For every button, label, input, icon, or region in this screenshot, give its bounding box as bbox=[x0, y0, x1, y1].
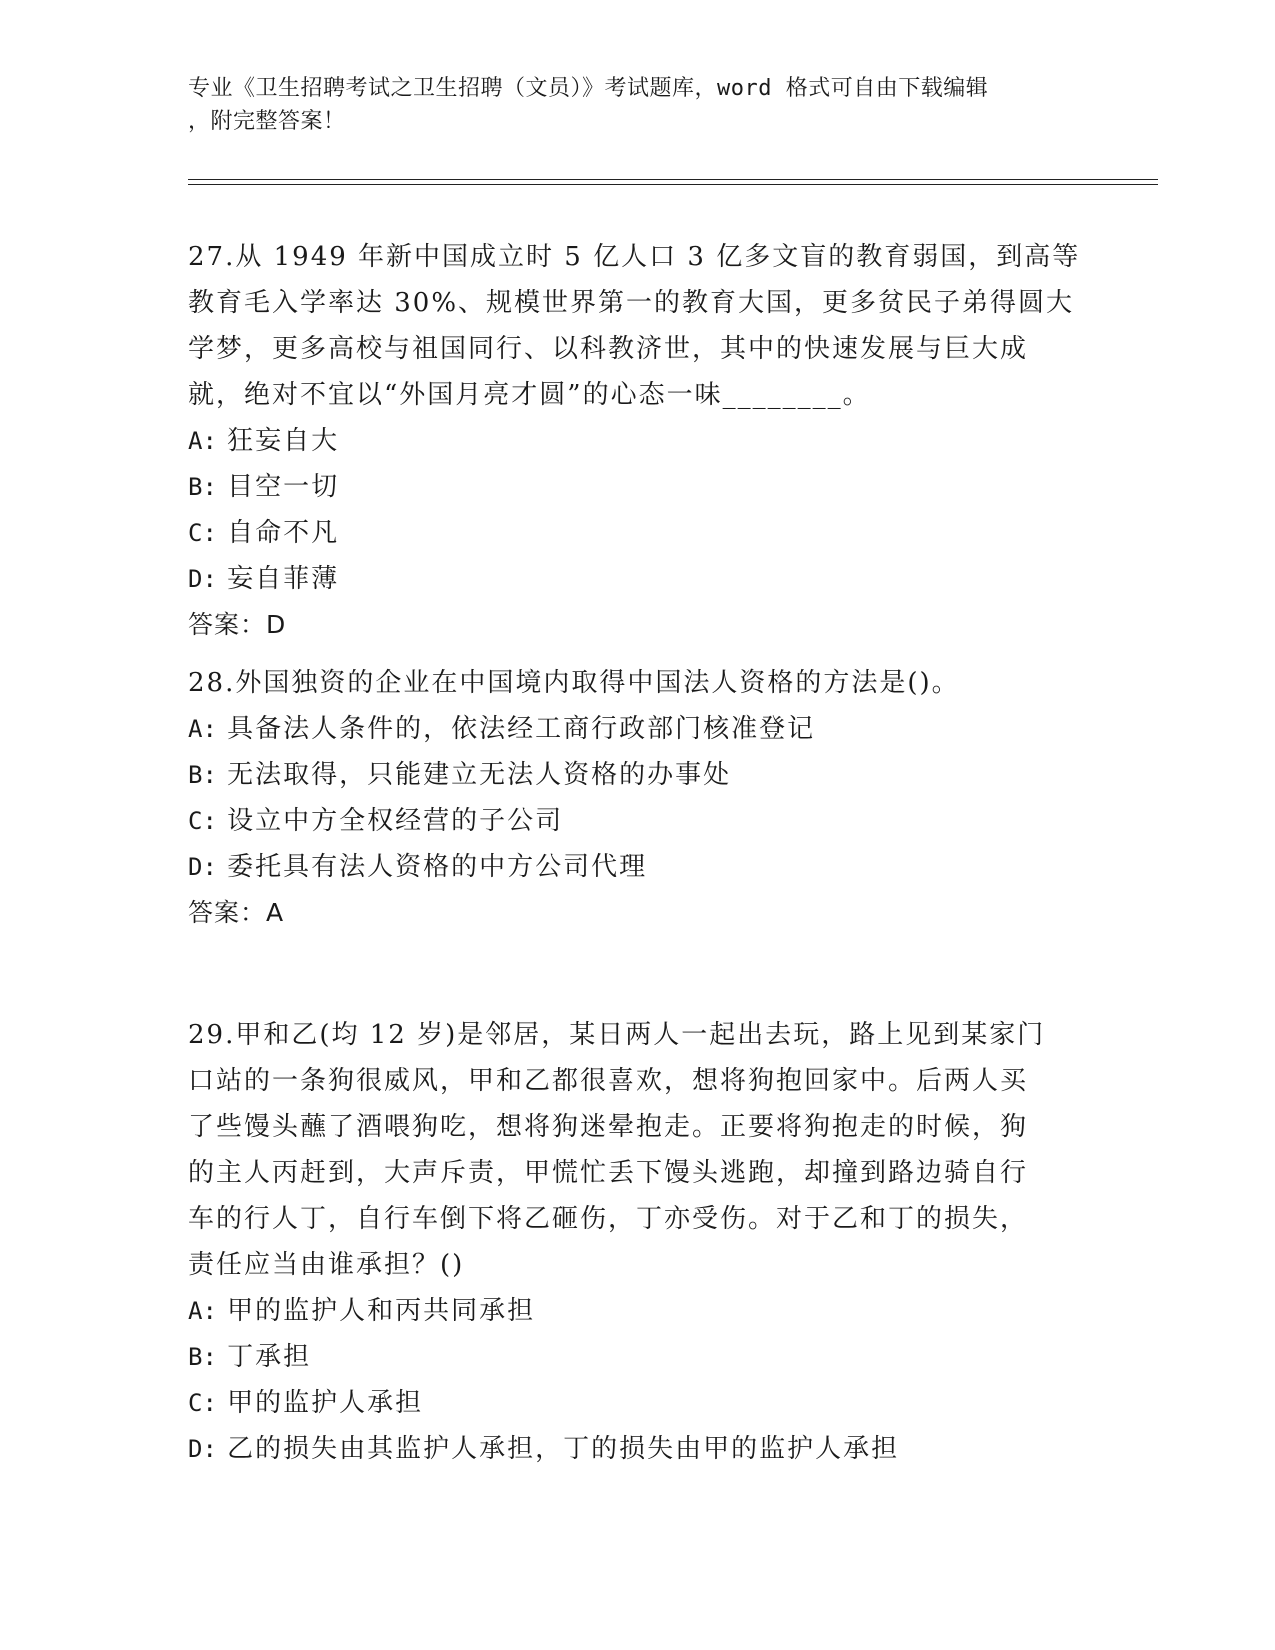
option-text: 目空一切 bbox=[227, 472, 340, 502]
option-text: 自命不凡 bbox=[227, 518, 340, 548]
stem-line: 就，绝对不宜以“外国月亮才圆”的心态一味________。 bbox=[188, 380, 871, 410]
stem-line: 了些馒头蘸了酒喂狗吃，想将狗迷晕抱走。正要将狗抱走的时候，狗 bbox=[188, 1112, 1029, 1142]
stem-line: 28.外国独资的企业在中国境内取得中国法人资格的方法是()。 bbox=[188, 668, 960, 698]
option-text: 狂妄自大 bbox=[227, 426, 340, 456]
option-letter: B: bbox=[188, 1343, 217, 1371]
question-stem bbox=[188, 234, 1088, 418]
stem-line: 29.甲和乙(均 12 岁)是邻居，某日两人一起出去玩，路上见到某家门 bbox=[188, 1020, 1046, 1050]
option-b bbox=[188, 1334, 1088, 1380]
option-d bbox=[188, 556, 1088, 602]
stem-line: 车的行人丁，自行车倒下将乙砸伤，丁亦受伤。对于乙和丁的损失， bbox=[188, 1204, 1029, 1234]
stem-line: 学梦，更多高校与祖国同行、以科教济世，其中的快速发展与巨大成 bbox=[188, 334, 1029, 364]
document-header bbox=[188, 72, 1088, 138]
option-c bbox=[188, 1380, 1088, 1426]
answer-label: 答案：D bbox=[188, 610, 287, 639]
stem-line: 27.从 1949 年新中国成立时 5 亿人口 3 亿多文盲的教育弱国，到高等 bbox=[188, 242, 1081, 272]
option-letter: D: bbox=[188, 1435, 217, 1463]
option-letter: A: bbox=[188, 1297, 217, 1325]
option-letter: C: bbox=[188, 1389, 217, 1417]
header-line-1: 专业《卫生招聘考试之卫生招聘（文员）》考试题库，word 格式可自由下载编辑 bbox=[188, 76, 989, 101]
option-letter: B: bbox=[188, 761, 217, 789]
header-divider-bottom bbox=[188, 184, 1158, 185]
question-stem bbox=[188, 1012, 1088, 1288]
option-text: 无法取得，只能建立无法人资格的办事处 bbox=[227, 760, 732, 790]
option-c bbox=[188, 798, 1088, 844]
option-text: 甲的监护人和丙共同承担 bbox=[227, 1296, 536, 1326]
option-text: 妄自菲薄 bbox=[227, 564, 340, 594]
option-text: 设立中方全权经营的子公司 bbox=[227, 806, 564, 836]
option-a bbox=[188, 706, 1088, 752]
stem-line: 的主人丙赶到，大声斥责，甲慌忙丢下馒头逃跑，却撞到路边骑自行 bbox=[188, 1158, 1029, 1188]
option-letter: D: bbox=[188, 565, 217, 593]
option-a bbox=[188, 1288, 1088, 1334]
stem-line: 口站的一条狗很威风，甲和乙都很喜欢，想将狗抱回家中。后两人买 bbox=[188, 1066, 1029, 1096]
option-text: 甲的监护人承担 bbox=[227, 1388, 424, 1418]
option-letter: C: bbox=[188, 807, 217, 835]
header-line-2: ，附完整答案！ bbox=[188, 109, 346, 134]
option-b bbox=[188, 752, 1088, 798]
question-stem bbox=[188, 660, 1088, 706]
option-letter: A: bbox=[188, 427, 217, 455]
option-text: 丁承担 bbox=[227, 1342, 312, 1372]
option-b bbox=[188, 464, 1088, 510]
stem-line: 责任应当由谁承担？() bbox=[188, 1250, 465, 1280]
option-text: 乙的损失由其监护人承担，丁的损失由甲的监护人承担 bbox=[227, 1434, 900, 1464]
option-text: 委托具有法人资格的中方公司代理 bbox=[227, 852, 648, 882]
option-d bbox=[188, 844, 1088, 890]
option-letter: A: bbox=[188, 715, 217, 743]
question-27 bbox=[188, 234, 1088, 648]
option-text: 具备法人条件的，依法经工商行政部门核准登记 bbox=[227, 714, 816, 744]
option-d bbox=[188, 1426, 1088, 1472]
option-a bbox=[188, 418, 1088, 464]
option-letter: D: bbox=[188, 853, 217, 881]
option-letter: B: bbox=[188, 473, 217, 501]
header-divider-top bbox=[188, 179, 1158, 180]
answer-label: 答案：A bbox=[188, 898, 285, 927]
option-letter: C: bbox=[188, 519, 217, 547]
option-c bbox=[188, 510, 1088, 556]
question-29 bbox=[188, 1012, 1088, 1472]
question-28 bbox=[188, 660, 1088, 936]
stem-line: 教育毛入学率达 30%、规模世界第一的教育大国，更多贫民子弟得圆大 bbox=[188, 288, 1075, 318]
